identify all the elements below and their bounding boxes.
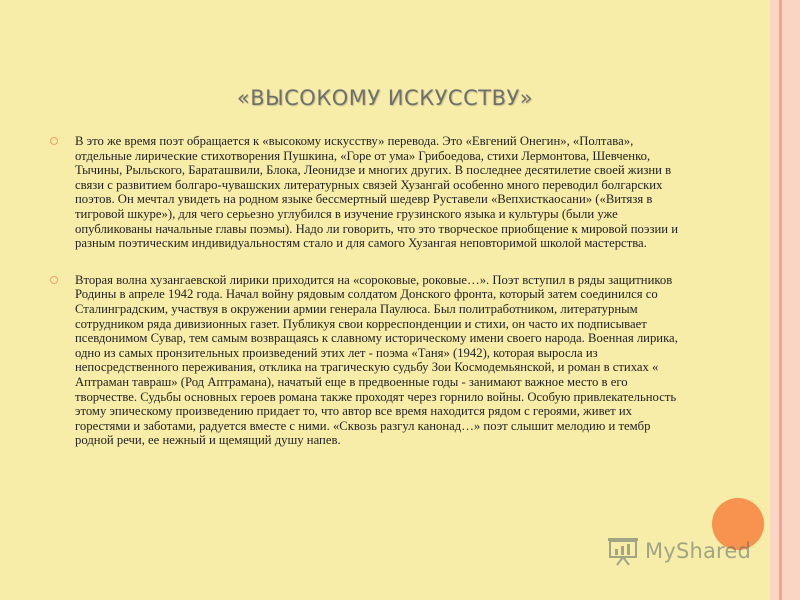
decorative-side-stripe xyxy=(770,0,800,600)
presentation-chart-icon xyxy=(606,536,640,566)
paragraph-war-lyrics xyxy=(50,273,690,448)
bullet-icon xyxy=(50,276,58,284)
slide-title: «ВЫСОКОМУ ИСКУССТВУ» xyxy=(236,86,534,110)
paragraph-translations xyxy=(50,134,690,251)
paragraph-text: Вторая волна хузангаевской лирики приходится на «сороковые, роковые…». Поэт вступил в ряды защитников Родины в апреле 1942 года. Начал войну рядовым солдатом Донского фронта, который затем соединился со Сталинградским, участвуя в окружении армии генерала Паулюса. Был политработником, литературным сотрудником ряда дивизионных газет. Публикуя свои корреспонденции и стихи, он часто их подписывает псевдонимом Сувар, тем самым возвращаясь к славному историческому имени своего народа. Военная лирика, одно из самых пронзительных произведений этих лет - поэма «Таня» (1942), которая выросла из непосредственного переживания, отклика на трагическую судьбу Зои Космодемьянской, и роман в стихах « Аптраман тавраш» (Род Аптрамана), начатый еще в предвоенные годы - занимают важное место в его творчестве. Судьбы основных героев романа также проходят через горнило войны. Особую привлекательность этому эпическому произведению придает то, что автор все время находится рядом с героями, живет их горестями и заботами, радуется вместе с ними. «Сквозь разгул канонад…» поэт слышит мелодию и тембр родной речи, ее нежный и щемящий душу напев. xyxy=(75,272,678,448)
watermark-text: MyShared xyxy=(645,539,752,563)
paragraph-text: В это же время поэт обращается к «высокому искусству» перевода. Это «Евгений Онегин», «Полтава», отдельные лирические стихотворения Пушкина, «Горе от ума» Грибоедова, стихи Лермонтова, Шевченко, Тычины, Рыльского, Бараташвили, Блока, Леонидзе и многих других. В последнее десятилетие своей жизни в связи с развитием болгаро-чувашских литературных связей Хузангай особенно много переводил болгарских поэтов. Он мечтал увидеть на родном языке бессмертный шедевр Руставели «Вепхисткаосани» («Витязя в тигровой шкуре»), для чего серьезно углубился в изучение грузинского языка и культуры (были уже опубликованы начальные главы поэмы). Надо ли говорить, что это творческое приобщение к мировой поэзии и разным поэтическим индивидуальностям стало и для самого Хузангая неповторимой школой мастерства. xyxy=(75,134,678,251)
bullet-icon xyxy=(50,137,58,145)
decorative-side-line xyxy=(779,0,782,600)
slide-content xyxy=(50,134,690,448)
watermark-logo xyxy=(606,536,751,566)
